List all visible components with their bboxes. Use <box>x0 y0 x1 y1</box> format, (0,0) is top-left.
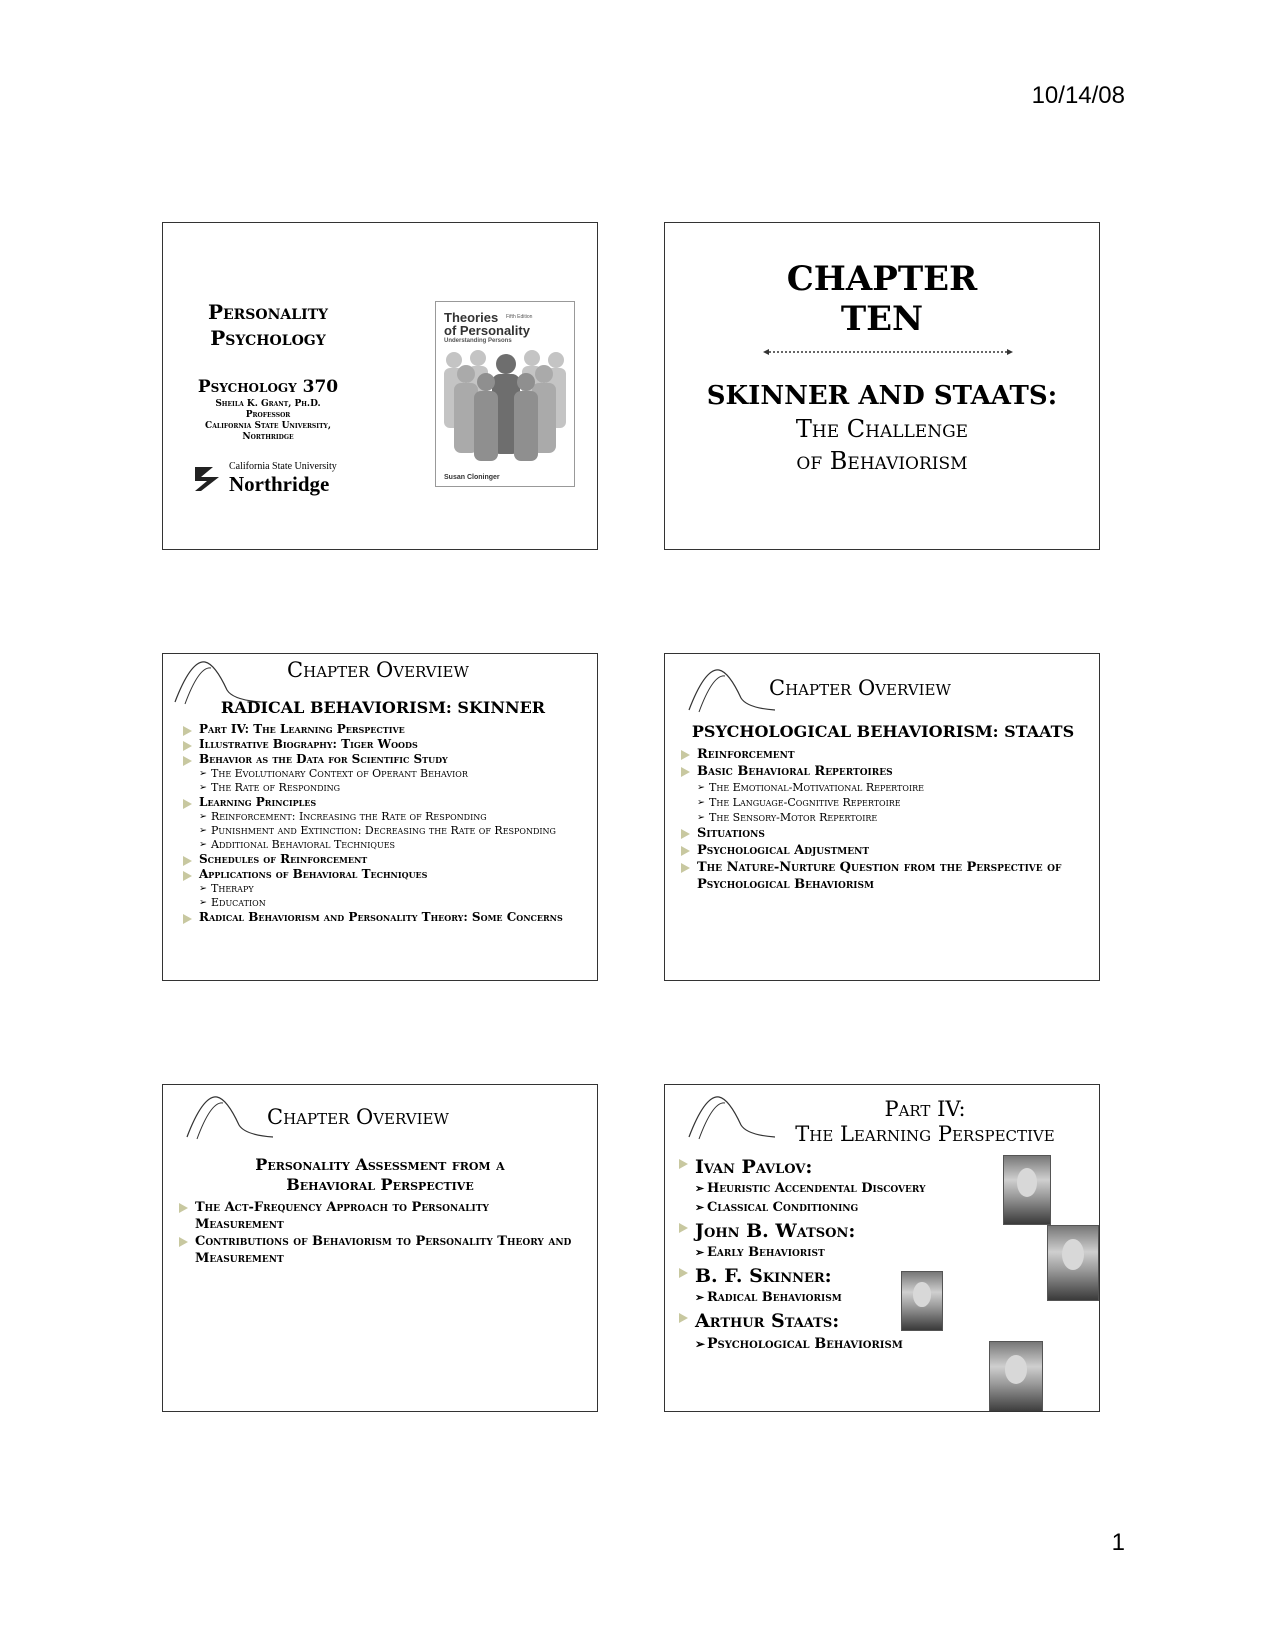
staats-photo <box>989 1341 1043 1412</box>
pavlov-photo <box>1003 1155 1051 1225</box>
list-item: Schedules of Reinforcement <box>181 852 589 867</box>
page-number: 1 <box>1111 1529 1125 1556</box>
book-figures-image <box>436 346 575 466</box>
sub-list-item: ➢ The Sensory-Motor Repertoire <box>697 810 1091 825</box>
person-staats: Arthur Staats: ➢ Psychological Behaviorism <box>677 1309 977 1355</box>
slide-overview-skinner <box>162 653 598 981</box>
list-item: Behavior as the Data for Scientific Study ➢ The Evolutionary Context of Operant Behavior ➢ The Rate of Responding <box>181 752 589 795</box>
sub-list-item: ➢ Punishment and Extinction: Decreasing the Rate of Responding <box>199 824 589 838</box>
divider-line <box>763 347 1013 357</box>
list-item: ➢ Classical Conditioning <box>695 1198 977 1217</box>
csun-logo-icon <box>193 463 223 493</box>
slide-learning-perspective <box>664 1084 1100 1412</box>
person-skinner: B. F. Skinner: ➢ Radical Behaviorism <box>677 1264 977 1307</box>
list-item: Radical Behaviorism and Personality Theory: Some Concerns <box>181 910 589 925</box>
sub-list-item: ➢ Additional Behavioral Techniques <box>199 838 589 852</box>
list-item: ➢ Heuristic Accendental Discovery <box>695 1179 977 1198</box>
slide-title <box>162 222 598 550</box>
slide-heading: Chapter Overview <box>287 658 469 682</box>
list-item: Illustrative Biography: Tiger Woods <box>181 737 589 752</box>
university-logo: California State University Northridge <box>193 459 353 499</box>
person-pavlov: Ivan Pavlov: ➢ Heuristic Accendental Discovery ➢ Classical Conditioning <box>677 1155 977 1217</box>
slide-heading: Chapter Overview <box>267 1105 449 1129</box>
page-date: 10/14/08 <box>1031 82 1125 109</box>
list-item: Applications of Behavioral Techniques ➢ Therapy ➢ Education <box>181 867 589 910</box>
sub-list-item: ➢ Education <box>199 896 589 910</box>
watson-photo <box>1047 1225 1099 1301</box>
list-item: Psychological Adjustment <box>679 842 1091 859</box>
list-item: Reinforcement <box>679 746 1091 763</box>
slide-subheading: PSYCHOLOGICAL BEHAVIORISM: STAATS <box>691 722 1075 741</box>
chapter-number: CHAPTER TEN <box>786 259 978 339</box>
list-item: ➢ Psychological Behaviorism <box>695 1333 977 1355</box>
overview-list <box>679 746 1091 893</box>
slide-chapter-title <box>664 222 1100 550</box>
sub-list-item: ➢ The Evolutionary Context of Operant Behavior <box>199 767 589 781</box>
sub-list-item: ➢ Reinforcement: Increasing the Rate of Responding <box>199 810 589 824</box>
swoosh-icon <box>183 1091 273 1141</box>
list-item: Part IV: The Learning Perspective <box>181 722 589 737</box>
slide-title-heading: Personality Psychology <box>207 300 329 350</box>
slide-subheading: Personality Assessment from a Behavioral Perspective <box>255 1155 505 1194</box>
list-item: ➢ Early Behaviorist <box>695 1243 977 1262</box>
list-item: The Nature-Nurture Question from the Perspective of Psychological Behaviorism <box>679 859 1091 893</box>
skinner-photo <box>901 1271 943 1331</box>
sub-list-item: ➢ Therapy <box>199 882 589 896</box>
instructor-info: Sheila K. Grant, Ph.D. Professor California State University, Northridge <box>205 399 331 442</box>
swoosh-icon <box>685 664 775 714</box>
person-watson: John B. Watson: ➢ Early Behaviorist <box>677 1219 977 1262</box>
list-item: Situations <box>679 825 1091 842</box>
overview-list <box>181 722 589 925</box>
list-item: ➢ Radical Behaviorism <box>695 1288 977 1307</box>
chapter-subtitle: The Challenge of Behaviorism <box>795 415 969 475</box>
course-number: Psychology 370 <box>197 377 339 397</box>
slide-subheading: RADICAL BEHAVIORISM: SKINNER <box>220 698 546 717</box>
slide-overview-staats <box>664 653 1100 981</box>
list-item: The Act-Frequency Approach to Personality Measurement <box>177 1199 577 1233</box>
overview-list <box>177 1199 577 1267</box>
sub-list-item: ➢ The Emotional-Motivational Repertoire <box>697 780 1091 795</box>
slide-heading: Part IV: The Learning Perspective <box>795 1097 1055 1146</box>
slide-heading: Chapter Overview <box>769 676 951 700</box>
sub-list-item: ➢ The Language-Cognitive Repertoire <box>697 795 1091 810</box>
list-item: Contributions of Behaviorism to Personality Theory and Measurement <box>177 1233 577 1267</box>
sub-list-item: ➢ The Rate of Responding <box>199 781 589 795</box>
list-item: Learning Principles ➢ Reinforcement: Increasing the Rate of Responding ➢ Punishment and Extinction: Decreasing the Rate of Responding ➢ Additional Behavioral Techniques <box>181 795 589 852</box>
book-cover: Theories Fifth Edition of Personality Understanding Persons Susan Cloninger <box>435 301 575 487</box>
list-item: Basic Behavioral Repertoires ➢ The Emotional-Motivational Repertoire ➢ The Language-Cognitive Repertoire ➢ The Sensory-Motor Repertoire <box>679 763 1091 825</box>
chapter-title: SKINNER AND STAATS: <box>706 381 1058 411</box>
slide-overview-assessment <box>162 1084 598 1412</box>
